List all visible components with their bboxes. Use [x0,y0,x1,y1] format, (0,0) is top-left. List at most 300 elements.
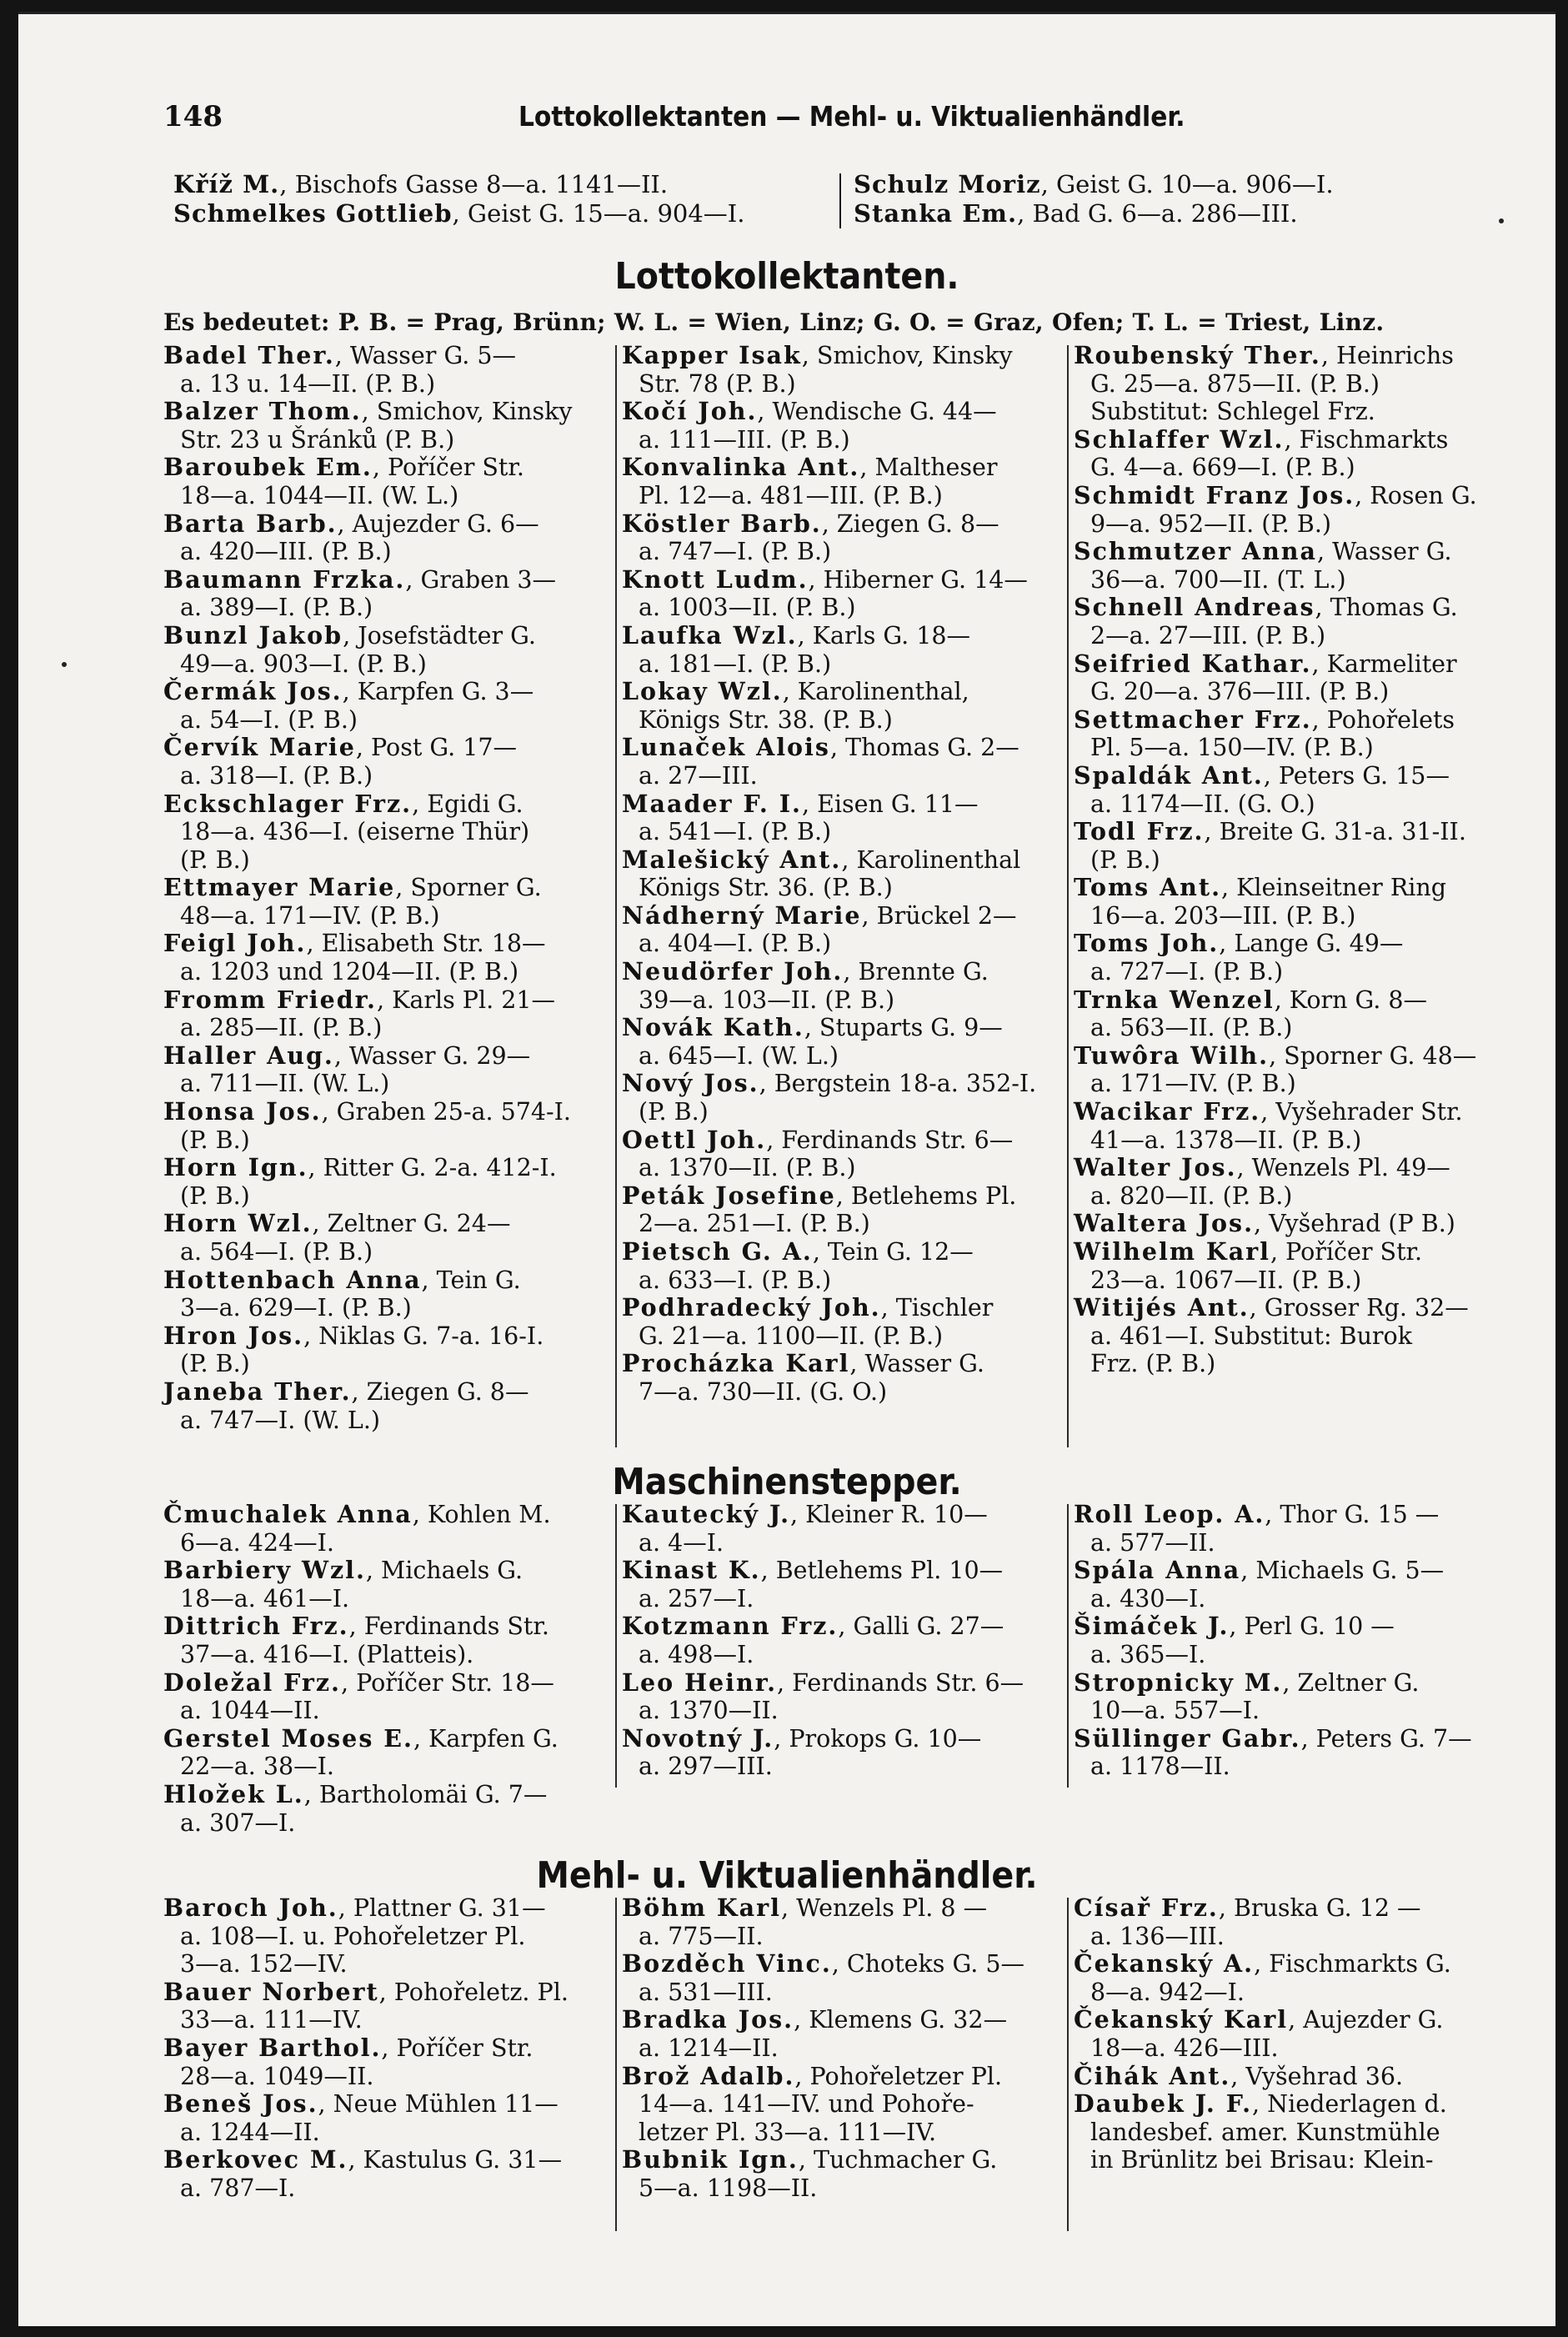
entry-continuation-line: a. 365—I. [1090,1640,1206,1668]
entry-name: Bozděch Vinc. [622,1949,832,1978]
carryover-entry: Stanka Em., Bad G. 6—a. 286—III. [854,199,1298,228]
entry-name: Podhradecký Joh. [622,1293,881,1322]
entry-address: , Vyšehrader Str. [1260,1098,1463,1126]
lotto-column-1 [163,342,610,1434]
entry-name: Wacikar Frz. [1074,1097,1261,1126]
entry-first-line [622,846,1062,875]
entry-continuation-line: a. 136—III. [1090,1922,1225,1950]
entry-first-line [163,790,610,819]
entry-address: , Ferdinands Str. 6— [766,1126,1014,1154]
entry-address: , Karolinenthal, [782,678,969,706]
entry-address: , Tein G. [421,1266,521,1294]
directory-entry [163,930,610,985]
directory-entry [1074,930,1524,985]
entry-address: , Aujezder G. [1288,2006,1444,2034]
entry-first-line [622,1182,1062,1211]
entry-first-line [622,2006,1062,2034]
entry-address: , Ritter G. 2-a. 412-I. [308,1154,557,1182]
entry-address: , Maltheser [859,454,998,482]
directory-entry [163,398,610,454]
entry-address: , Peters G. 7— [1300,1724,1472,1753]
entry-name: Daubek J. F. [1074,2089,1253,2119]
directory-entry [163,1154,610,1210]
entry-address: , Karolinenthal [841,845,1021,874]
directory-entry [622,958,1062,1014]
entry-address: , Egidi G. [412,790,524,818]
directory-entry [622,622,1062,678]
directory-entry [1074,2006,1524,2062]
entry-address: , Karpfen G. 3— [342,678,534,706]
entry-address: , Smichov, Kinsky [801,342,1013,369]
maschinen-column-1 [163,1501,610,1837]
directory-entry [163,1894,610,1978]
directory-entry [1074,1669,1524,1725]
entry-address: , Kohlen M. [412,1501,551,1528]
entry-first-line [1074,1210,1524,1238]
entry-first-line [1074,594,1524,622]
entry-first-line [622,1014,1062,1042]
print-speck [1499,218,1504,223]
entry-first-line [1074,482,1524,510]
entry-address: , Elisabeth Str. 18— [306,930,546,958]
entry-continuation-line: a. 541—I. (P. B.) [639,818,832,846]
entry-address: , Vyšehrad 36. [1230,2062,1404,2090]
entry-continuation-line: 2—a. 251—I. (P. B.) [639,1210,870,1238]
entry-name: Gerstel Moses E. [163,1723,413,1753]
entry-continuation-line: a. 820—II. (P. B.) [1090,1181,1293,1210]
entry-continuation-line: (P. B.) [639,1098,709,1126]
entry-name: Čmuchalek Anna [163,1500,413,1528]
entry-name: Witijés Ant. [1074,1293,1250,1322]
entry-continuation-line: a. 747—I. (P. B.) [639,538,832,566]
directory-entry [622,678,1062,734]
directory-entry [1074,1557,1524,1612]
directory-entry [622,846,1062,902]
directory-entry [163,2034,610,2090]
entry-name: Laufka Wzl. [622,620,798,649]
entry-name: Schmidt Franz Jos. [1074,480,1355,509]
directory-entry [163,986,610,1042]
entry-first-line [163,1894,610,1923]
entry-continuation-line: landesbef. amer. Kunstmühle [1090,2118,1440,2146]
entry-address: , Niklas G. 7-a. 16-I. [303,1321,544,1350]
entry-first-line [1074,930,1524,958]
entry-first-line [622,902,1062,930]
entry-continuation-line: a. 1244—II. [180,2118,320,2146]
entry-first-line [622,1557,1062,1585]
entry-continuation-line: 37—a. 416—I. (Platteis). [180,1640,474,1668]
entry-continuation-line: a. 1214—II. [639,2034,779,2062]
entry-address: , Bartholomäi G. 7— [303,1780,548,1808]
entry-continuation-line: G. 20—a. 376—III. (P. B.) [1090,678,1390,706]
directory-entry [622,1294,1062,1350]
entry-first-line [622,734,1062,762]
entry-name: Bunzl Jakob [163,620,343,649]
entry-first-line [163,398,610,426]
entry-continuation-line: 18—a. 426—III. [1090,2034,1279,2062]
carryover-entry: Kříž M., Bischofs Gasse 8—a. 1141—II. [173,170,669,198]
entry-name: Barta Barb. [163,509,338,538]
entry-name: Baroch Joh. [163,1893,338,1922]
entry-continuation-line: Pl. 5—a. 150—IV. (P. B.) [1090,734,1374,762]
entry-name: Waltera Jos. [1074,1209,1254,1238]
entry-first-line [163,342,610,370]
entry-continuation-line: a. 564—I. (P. B.) [180,1238,373,1266]
entry-address: , Karpfen G. [413,1724,559,1753]
entry-first-line [622,1070,1062,1098]
entry-first-line [163,1612,610,1641]
entry-name: Novotný J. [622,1723,774,1753]
entry-name: Horn Ign. [163,1153,308,1182]
entry-continuation-line: a. 54—I. (P. B.) [180,705,358,734]
entry-address: , Wenzels Pl. 49— [1236,1154,1450,1182]
entry-continuation-line: a. 645—I. (W. L.) [639,1041,839,1070]
entry-continuation-line: 8—a. 942—I. [1090,1978,1245,2006]
directory-entry [1074,1612,1524,1668]
directory-entry [622,454,1062,509]
column-divider [615,345,617,1447]
entry-continuation-line: a. 461—I. Substitut: Burok [1090,1321,1412,1350]
entry-continuation-line: 6—a. 424—I. [180,1528,334,1557]
entry-first-line [622,1669,1062,1698]
entry-address: , Prokops G. 10— [774,1724,982,1753]
directory-entry [163,874,610,930]
entry-first-line [1074,1894,1524,1923]
entry-address: , Tuchmacher G. [798,2146,998,2174]
directory-entry [622,2146,1062,2202]
directory-entry [163,678,610,734]
entry-continuation-line: a. 1003—II. (P. B.) [639,594,856,622]
entry-address: , Ferdinands Str. [348,1612,549,1641]
entry-address: , Pohořeletzer Pl. [794,2062,1003,2090]
directory-entry [622,1669,1062,1725]
entry-name: Baroubek Em. [163,453,373,482]
entry-first-line [622,1501,1062,1529]
directory-entry [1074,1950,1524,2006]
entry-name: Nový Jos. [622,1069,759,1098]
entry-address: , Plattner G. 31— [338,1894,546,1922]
running-head: Lottokollektanten — Mehl- u. Viktualienhändler. [518,100,1185,133]
directory-entry [622,342,1062,398]
entry-continuation-line: a. 747—I. (W. L.) [180,1406,381,1434]
entry-continuation-line: Str. 78 (P. B.) [639,369,796,398]
entry-first-line [622,678,1062,706]
entry-first-line [1074,1725,1524,1753]
entry-name: Kinast K. [622,1556,761,1585]
directory-entry [1074,1154,1524,1210]
entry-continuation-line: a. 498—I. [639,1640,754,1668]
directory-entry [1074,482,1524,538]
entry-first-line [163,2034,610,2063]
entry-name: Bubnik Ign. [622,2145,799,2174]
entry-address: , Karls Pl. 21— [376,985,555,1014]
entry-address: , Ferdinands Str. 6— [777,1668,1024,1697]
entry-name: Nádherný Marie [622,900,862,930]
entry-continuation-line: (P. B.) [180,1181,250,1210]
entry-first-line [1074,818,1524,846]
entry-first-line [622,342,1062,370]
entry-name: Walter Jos. [1074,1153,1237,1182]
directory-entry [622,1894,1062,1950]
entry-first-line [622,1950,1062,1978]
directory-entry [1074,1725,1524,1781]
directory-entry [1074,762,1524,818]
entry-continuation-line: a. 257—I. [639,1584,754,1612]
entry-continuation-line: a. 775—II. [639,1922,764,1950]
entry-continuation-line: (P. B.) [1090,845,1160,874]
top-rule [18,12,1555,14]
entry-name: Trnka Wenzel [1074,985,1275,1014]
entry-address: , Poříčer Str. [372,454,524,482]
entry-address: , Tischler [880,1294,994,1322]
directory-entry [622,1950,1062,2006]
entry-continuation-line: a. 633—I. (P. B.) [639,1266,832,1294]
entry-name: Oettl Joh. [622,1125,767,1154]
directory-entry [622,1070,1062,1126]
entry-first-line [622,622,1062,650]
entry-address: , Ziegen G. 8— [821,509,999,538]
entry-address: , Niederlagen d. [1252,2090,1447,2119]
entry-continuation-line: a. 404—I. (P. B.) [639,930,832,958]
entry-name: Spála Anna [1074,1556,1241,1585]
entry-name: Ettmayer Marie [163,873,396,902]
directory-entry [163,1322,610,1378]
directory-entry [163,734,610,790]
entry-address: , Karls G. 18— [797,621,971,649]
entry-name: Čermák Jos. [163,677,343,706]
entry-continuation-line: a. 285—II. (P. B.) [180,1014,383,1042]
print-speck [62,662,67,667]
carryover-divider [839,173,841,228]
entry-first-line [1074,342,1524,370]
directory-entry [1074,706,1524,762]
entry-first-line [1074,706,1524,735]
entry-first-line [163,1322,610,1351]
entry-name: Schmutzer Anna [1074,537,1317,566]
column-divider [615,1504,617,1788]
entry-name: Fromm Friedr. [163,985,377,1014]
entry-first-line [1074,1098,1524,1126]
entry-name: Brož Adalb. [622,2061,795,2090]
directory-entry [163,622,610,678]
directory-entry [1074,818,1524,874]
entry-name: Toms Ant. [1074,873,1221,902]
entry-address: , Zeltner G. [1282,1668,1420,1697]
entry-name: Čekanský Karl [1074,2005,1289,2034]
entry-name: Feigl Joh. [163,929,307,958]
entry-continuation-line: 39—a. 103—II. (P. B.) [639,985,895,1014]
entry-continuation-line: 2—a. 27—III. (P. B.) [1090,621,1326,649]
entry-first-line [1074,1557,1524,1585]
entry-continuation-line: G. 4—a. 669—I. (P. B.) [1090,454,1355,482]
entry-continuation-line: a. 711—II. (W. L.) [180,1070,390,1098]
directory-entry [163,1210,610,1266]
entry-name: Schnell Andreas [1074,593,1315,622]
entry-address: , Kastulus G. 31— [348,2146,563,2174]
entry-address: , Michaels G. 5— [1240,1557,1445,1585]
entry-name: Janeba Ther. [163,1377,352,1406]
entry-first-line [1074,986,1524,1015]
entry-name: Settmacher Frz. [1074,705,1312,734]
entry-first-line [163,930,610,958]
entry-address: , Eisen G. 11— [801,790,979,818]
directory-entry [622,1238,1062,1294]
entry-address: , Grosser Rg. 32— [1249,1294,1469,1322]
entry-address: , Wendische G. 44— [757,398,997,426]
entry-name: Hottenbach Anna [163,1265,422,1294]
abbreviation-legend: Es bedeutet: P. B. = Prag, Brünn; W. L. = Wien, Linz; G. O. = Graz, Ofen; T. L. = Triest, Linz. [163,308,1385,336]
entry-first-line [163,1042,610,1071]
entry-first-line [163,2090,610,2119]
column-divider [1067,1898,1069,2231]
entry-continuation-line: (P. B.) [180,845,250,874]
directory-entry [163,2090,610,2146]
entry-address: , Wasser G. [849,1350,984,1378]
entry-name: Roubenský Ther. [1074,341,1321,369]
directory-entry [163,342,610,398]
lotto-column-3 [1074,342,1524,1378]
column-divider [1067,1504,1069,1788]
directory-entry [1074,1098,1524,1154]
entry-name: Šimáček J. [1074,1612,1230,1641]
entry-first-line [163,1098,610,1126]
entry-address: , Perl G. 10 — [1229,1612,1395,1641]
mehl-column-2 [622,1894,1062,2203]
entry-address: , Sporner G. [395,874,542,902]
directory-entry [622,1557,1062,1612]
entry-first-line [163,986,610,1015]
entry-first-line [163,1210,610,1238]
entry-continuation-line: a. 389—I. (P. B.) [180,594,373,622]
entry-name: Čihák Ant. [1074,2061,1231,2090]
entry-continuation-line: a. 108—I. u. Pohořeletzer Pl. [180,1922,526,1950]
directory-entry [1074,538,1524,594]
entry-address: , Thor G. 15 — [1265,1501,1440,1528]
entry-continuation-line: a. 13 u. 14—II. (P. B.) [180,369,436,398]
directory-page [18,12,1555,2326]
entry-first-line [163,1501,610,1529]
entry-address: , Thomas G. 2— [829,734,1019,762]
entry-continuation-line: 9—a. 952—II. (P. B.) [1090,509,1332,538]
page-number: 148 [163,100,223,133]
directory-entry [622,2006,1062,2062]
entry-first-line [1074,1612,1524,1641]
directory-entry [622,1014,1062,1070]
entry-address: , Neue Mühlen 11— [318,2090,559,2119]
entry-first-line [163,510,610,539]
entry-address: , Thomas G. [1315,594,1458,622]
directory-entry [1074,874,1524,930]
entry-first-line [1074,1154,1524,1182]
entry-name: Lunaček Alois [622,733,830,762]
entry-name: Čekanský A. [1074,1949,1255,1978]
entry-continuation-line: Königs Str. 36. (P. B.) [639,874,893,902]
directory-entry [163,1378,610,1434]
entry-address: , Ziegen G. 8— [351,1377,529,1406]
directory-entry [1074,2090,1524,2174]
entry-first-line [163,1266,610,1295]
entry-continuation-line: 18—a. 1044—II. (W. L.) [180,481,459,509]
entry-continuation-line: a. 307—I. [180,1808,296,1837]
entry-address: , Wasser G. 5— [334,342,516,369]
entry-name: Bauer Norbert [163,1977,379,2006]
directory-entry [622,1350,1062,1406]
entry-address: , Betlehems Pl. [835,1181,1017,1210]
directory-entry [1074,1894,1524,1950]
entry-continuation-line: a. 577—II. [1090,1528,1215,1557]
entry-continuation-line: a. 1044—II. [180,1697,320,1725]
entry-address: , Karmeliter [1311,649,1457,678]
directory-entry [163,2146,610,2202]
entry-first-line [622,510,1062,539]
entry-name: Knott Ludm. [622,564,809,594]
entry-address: , Wasser G. 29— [333,1041,531,1070]
carryover-left [173,170,745,228]
entry-name: Hron Jos. [163,1321,304,1350]
section-title-lottokollektanten: Lottokollektanten. [614,255,959,298]
entry-first-line [163,2146,610,2174]
entry-continuation-line: in Brünlitz bei Brisau: Klein- [1090,2146,1434,2174]
entry-address: , Fischmarkts [1284,425,1449,454]
entry-continuation-line: a. 181—I. (P. B.) [639,649,832,678]
entry-continuation-line: 7—a. 730—II. (G. O.) [639,1377,888,1406]
entry-name: Kočí Joh. [622,397,758,426]
carryover-entry: Schulz Moriz, Geist G. 10—a. 906—I. [854,170,1334,198]
entry-name: Pietsch G. A. [622,1237,813,1266]
entry-continuation-line: a. 787—I. [180,2174,296,2202]
entry-continuation-line: a. 4—I. [639,1528,724,1557]
entry-first-line [622,1238,1062,1266]
entry-name: Procházka Karl [622,1349,850,1378]
entry-name: Badel Ther. [163,341,335,369]
entry-continuation-line: 28—a. 1049—II. [180,2062,374,2090]
entry-continuation-line: a. 531—III. [639,1978,773,2006]
entry-continuation-line: 41—a. 1378—II. (P. B.) [1090,1126,1362,1154]
entry-continuation-line: a. 1174—II. (G. O.) [1090,790,1315,818]
entry-first-line [622,2063,1062,2091]
directory-entry [163,454,610,509]
entry-continuation-line: 36—a. 700—II. (T. L.) [1090,565,1346,594]
entry-continuation-line: a. 111—III. (P. B.) [639,425,850,454]
entry-name: Seifried Kathar. [1074,649,1312,678]
entry-name: Horn Wzl. [163,1209,313,1238]
entry-first-line [163,1725,610,1753]
directory-entry [163,1669,610,1725]
entry-name: Köstler Barb. [622,509,822,538]
directory-entry [622,566,1062,622]
directory-entry [163,1098,610,1154]
entry-continuation-line: Substitut: Schlegel Frz. [1090,398,1375,426]
directory-entry [1074,1294,1524,1378]
entry-address: , Tein G. 12— [812,1238,974,1266]
entry-name: Berkovec M. [163,2145,348,2174]
entry-address: , Pohořelets [1311,705,1455,734]
entry-continuation-line: 22—a. 38—I. [180,1753,334,1781]
directory-entry [622,510,1062,566]
entry-name: Toms Joh. [1074,929,1220,958]
entry-name: Leo Heinr. [622,1667,778,1697]
entry-first-line [163,454,610,482]
entry-continuation-line: a. 27—III. [639,761,758,790]
entry-address: , Aujezder G. 6— [337,509,539,538]
section-title-maschinenstepper: Maschinenstepper. [612,1461,962,1503]
directory-entry [1074,1238,1524,1294]
directory-entry [1074,1210,1524,1238]
entry-first-line [1074,2006,1524,2034]
directory-entry [622,734,1062,790]
directory-entry [163,1557,610,1612]
entry-continuation-line: 3—a. 629—I. (P. B.) [180,1294,412,1322]
